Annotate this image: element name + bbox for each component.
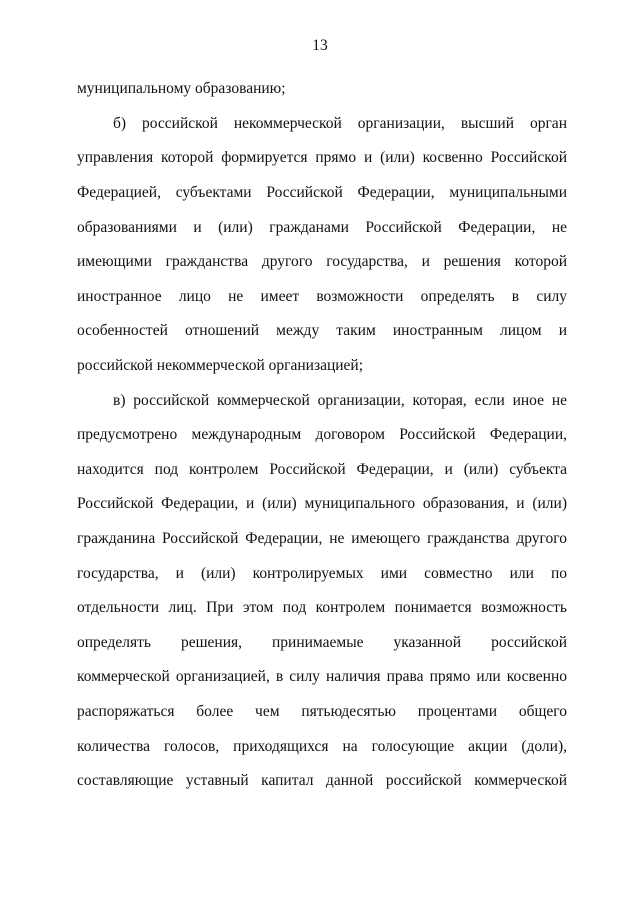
text-line: находится под контролем Российской Федерации, и (или) субъекта	[77, 461, 567, 478]
text-line: Федерацией, субъектами Российской Федерации, муниципальными	[77, 184, 567, 201]
text-line: имеющими гражданства другого государства, и решения которой	[77, 253, 567, 270]
text-line: определять решения, принимаемые указанной российской	[77, 634, 567, 651]
text-line: предусмотрено международным договором Российской Федерации,	[77, 426, 567, 443]
text-line: управления которой формируется прямо и (или) косвенно Российской	[77, 149, 567, 166]
text-line: Российской Федерации, и (или) муниципального образования, и (или)	[77, 495, 567, 512]
text-line: иностранное лицо не имеет возможности определять в силу	[77, 288, 567, 305]
text-line: особенностей отношений между таким иностранным лицом и	[77, 322, 567, 339]
text-line: российской некоммерческой организацией;	[77, 357, 364, 374]
text-line: коммерческой организацией, в силу наличия права прямо или косвенно	[77, 668, 567, 685]
text-line: количества голосов, приходящихся на голосующие акции (доли),	[77, 738, 567, 755]
text-line: распоряжаться более чем пятьюдесятью процентами общего	[77, 703, 567, 720]
text-line: составляющие уставный капитал данной российской коммерческой	[77, 772, 567, 789]
text-line: отдельности лиц. При этом под контролем понимается возможность	[77, 599, 567, 616]
text-line: образованиями и (или) гражданами Российской Федерации, не	[77, 219, 567, 236]
text-line: б) российской некоммерческой организации, высший орган	[113, 115, 567, 132]
page-number: 13	[312, 37, 328, 54]
text-line: муниципальному образованию;	[77, 80, 286, 97]
text-line: в) российской коммерческой организации, которая, если иное не	[113, 392, 567, 409]
text-line: государства, и (или) контролируемых ими совместно или по	[77, 565, 567, 582]
text-line: гражданина Российской Федерации, не имеющего гражданства другого	[77, 530, 567, 547]
